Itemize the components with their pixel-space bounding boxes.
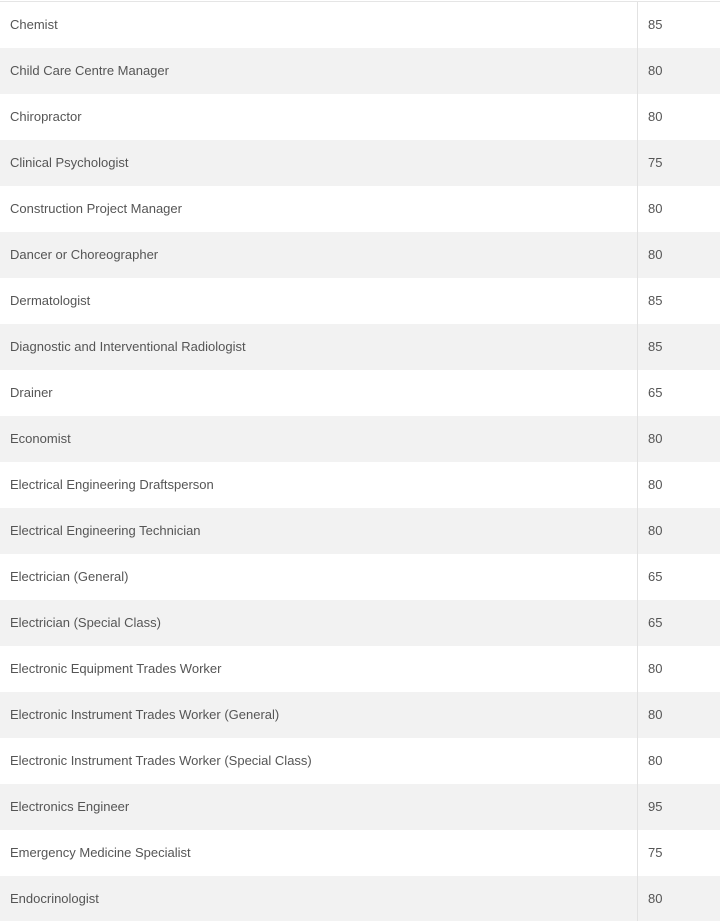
occupation-cell: Emergency Medicine Specialist <box>10 845 191 860</box>
table-row <box>0 278 720 324</box>
table-row <box>0 140 720 186</box>
points-cell: 75 <box>637 140 720 186</box>
table-row <box>0 416 720 462</box>
occupation-cell: Chemist <box>10 17 58 32</box>
points-cell: 80 <box>637 94 720 140</box>
points-cell: 80 <box>637 646 720 692</box>
table-row <box>0 600 720 646</box>
points-cell: 95 <box>637 784 720 830</box>
table-row <box>0 508 720 554</box>
occupation-cell: Drainer <box>10 385 53 400</box>
table-row <box>0 738 720 784</box>
occupation-cell: Endocrinologist <box>10 891 99 906</box>
table-row <box>0 692 720 738</box>
occupation-cell: Electronics Engineer <box>10 799 130 814</box>
occupation-cell: Electrician (Special Class) <box>10 615 161 630</box>
occupation-cell: Diagnostic and Interventional Radiologist <box>10 339 246 354</box>
points-cell: 80 <box>637 416 720 462</box>
points-cell: 80 <box>637 738 720 784</box>
table-row <box>0 232 720 278</box>
occupation-cell: Electrician (General) <box>10 569 129 584</box>
occupations-table <box>0 1 720 921</box>
occupation-cell: Dancer or Choreographer <box>10 247 159 262</box>
table-row <box>0 186 720 232</box>
points-cell: 65 <box>637 600 720 646</box>
occupation-cell: Electrical Engineering Technician <box>10 523 201 538</box>
points-cell: 85 <box>637 278 720 324</box>
points-cell: 80 <box>637 48 720 94</box>
occupation-cell: Electronic Instrument Trades Worker (General) <box>10 707 280 722</box>
table-row <box>0 2 720 48</box>
table-row <box>0 646 720 692</box>
points-cell: 80 <box>637 462 720 508</box>
table-row <box>0 48 720 94</box>
points-cell: 85 <box>637 2 720 48</box>
points-cell: 75 <box>637 830 720 876</box>
table-row <box>0 324 720 370</box>
occupation-cell: Chiropractor <box>10 109 82 124</box>
occupation-cell: Electrical Engineering Draftsperson <box>10 477 214 492</box>
points-cell: 80 <box>637 876 720 921</box>
occupation-cell: Electronic Instrument Trades Worker (Special Class) <box>10 753 312 768</box>
points-cell: 80 <box>637 508 720 554</box>
occupation-cell: Construction Project Manager <box>10 201 182 216</box>
table-row <box>0 830 720 876</box>
points-cell: 80 <box>637 186 720 232</box>
points-cell: 80 <box>637 232 720 278</box>
table-row <box>0 370 720 416</box>
occupation-cell: Clinical Psychologist <box>10 155 129 170</box>
occupation-cell: Dermatologist <box>10 293 91 308</box>
table-row <box>0 462 720 508</box>
points-cell: 85 <box>637 324 720 370</box>
occupation-cell: Electronic Equipment Trades Worker <box>10 661 222 676</box>
points-cell: 65 <box>637 370 720 416</box>
table-row <box>0 876 720 921</box>
table-row <box>0 94 720 140</box>
table-row <box>0 554 720 600</box>
table-row <box>0 784 720 830</box>
occupation-cell: Child Care Centre Manager <box>10 63 169 78</box>
points-cell: 80 <box>637 692 720 738</box>
points-cell: 65 <box>637 554 720 600</box>
occupation-cell: Economist <box>10 431 71 446</box>
